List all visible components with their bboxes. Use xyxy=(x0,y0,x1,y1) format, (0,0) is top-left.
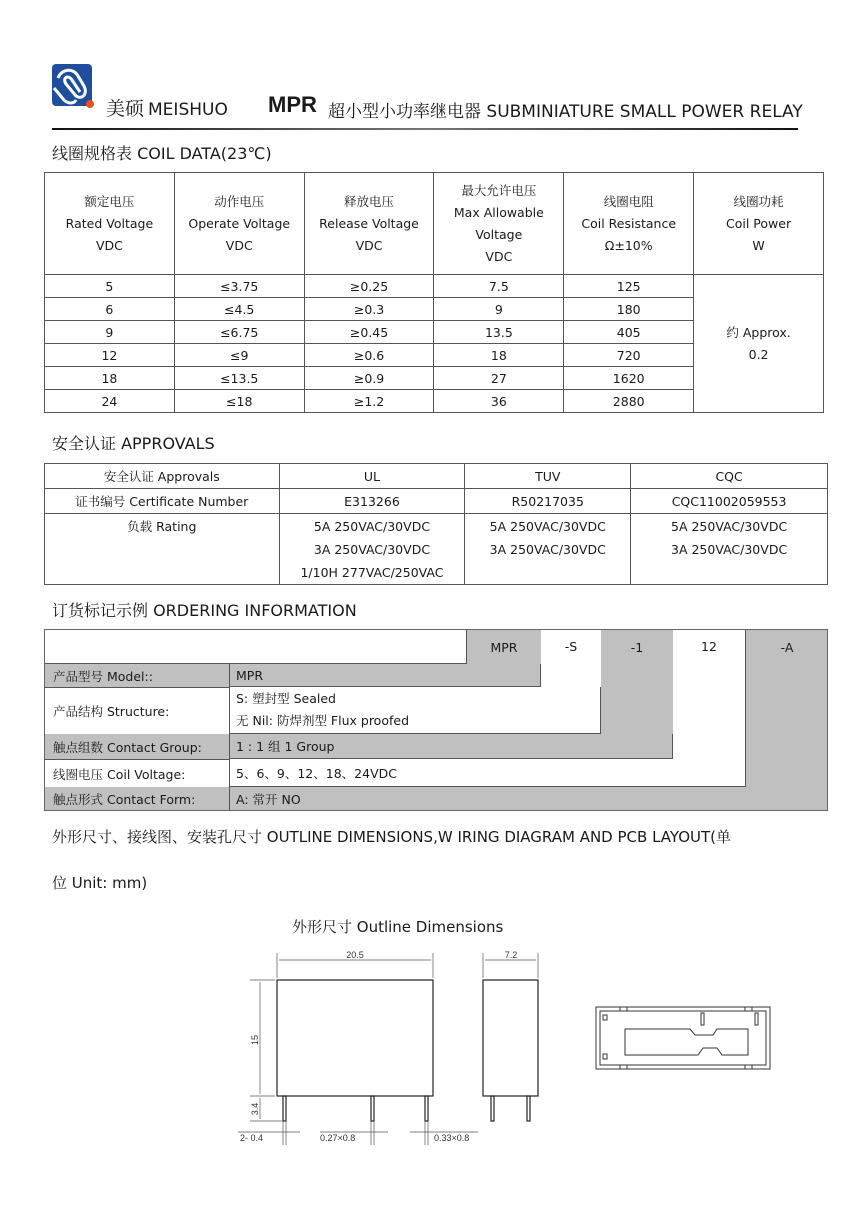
blank-cell xyxy=(45,630,467,664)
cell: ≥0.9 xyxy=(304,367,434,390)
table-row xyxy=(45,514,828,585)
cell: 6 xyxy=(45,298,175,321)
cell: CQC xyxy=(631,464,828,489)
cell: 9 xyxy=(434,298,564,321)
cell: 13.5 xyxy=(434,321,564,344)
label-structure: 产品结构 Structure: xyxy=(45,687,230,734)
cell: ≥0.6 xyxy=(304,344,434,367)
cell: ≥0.45 xyxy=(304,321,434,344)
cell: 125 xyxy=(564,275,694,298)
tuv-rating: 5A 250VAC/30VDC 3A 250VAC/30VDC xyxy=(465,514,631,585)
value-structure: S: 塑封型 Sealed 无 Nil: 防焊剂型 Flux proofed xyxy=(230,687,601,734)
cell: E313266 xyxy=(279,489,465,514)
cell: CQC11002059553 xyxy=(631,489,828,514)
brand-en: MEISHUO xyxy=(148,100,228,120)
svg-text:0.27×0.8: 0.27×0.8 xyxy=(320,1133,356,1143)
label-coil-voltage: 线圈电压 Coil Voltage: xyxy=(45,759,230,787)
cell: 27 xyxy=(434,367,564,390)
cell: ≤13.5 xyxy=(174,367,304,390)
cell: 18 xyxy=(434,344,564,367)
cell: 9 xyxy=(45,321,175,344)
approvals-title: 安全认证 APPROVALS xyxy=(52,434,215,453)
cell: 安全认证 Approvals xyxy=(45,464,280,489)
header-coil-power: 线圈功耗 Coil Power W xyxy=(694,173,824,275)
svg-text:2- 0.4: 2- 0.4 xyxy=(240,1133,264,1143)
cell: 1620 xyxy=(564,367,694,390)
code-part-contact-form: -A xyxy=(780,639,794,655)
cell: UL xyxy=(279,464,465,489)
svg-text:20.5: 20.5 xyxy=(346,950,364,960)
top-view-drawing xyxy=(595,1005,775,1073)
product-subtitle: 超小型小功率继电器 SUBMINIATURE SMALL POWER RELAY xyxy=(328,102,803,122)
ul-rating: 5A 250VAC/30VDC 3A 250VAC/30VDC 1/10H 277VAC/250VAC xyxy=(279,514,465,585)
label-model: 产品型号 Model:: xyxy=(45,664,230,687)
svg-text:7.2: 7.2 xyxy=(504,950,518,960)
cell: ≥0.25 xyxy=(304,275,434,298)
code-part-structure: -S xyxy=(541,630,601,720)
header-divider xyxy=(52,128,798,130)
code-part-contact-group: -1 xyxy=(630,639,644,655)
cell: ≤4.5 xyxy=(174,298,304,321)
brand-name xyxy=(106,94,228,121)
cell: R50217035 xyxy=(465,489,631,514)
code-part-model: MPR xyxy=(490,639,518,655)
coil-data-title: 线圈规格表 COIL DATA(23℃) xyxy=(52,144,272,163)
value-contact-form: A: 常开 NO xyxy=(236,791,301,807)
cell: ≤6.75 xyxy=(174,321,304,344)
header-operate-voltage: 动作电压 Operate Voltage VDC xyxy=(174,173,304,275)
svg-text:0.33×0.8: 0.33×0.8 xyxy=(434,1133,470,1143)
header-rated-voltage: 额定电压 Rated Voltage VDC xyxy=(45,173,175,275)
outline-drawing xyxy=(230,945,560,1155)
cell: ≤18 xyxy=(174,390,304,413)
outline-section-title: 外形尺寸、接线图、安装孔尺寸 OUTLINE DIMENSIONS,W IRING DIAGRAM AND PCB LAYOUT(单 xyxy=(52,828,732,846)
code-part-coil-voltage: 12 xyxy=(673,630,746,787)
table-row xyxy=(45,489,828,514)
cell: 36 xyxy=(434,390,564,413)
cell: 7.5 xyxy=(434,275,564,298)
cell: 405 xyxy=(564,321,694,344)
drawing-title: 外形尺寸 Outline Dimensions xyxy=(292,918,504,936)
value-coil-voltage: 5、6、9、12、18、24VDC xyxy=(230,759,746,787)
rating-label: 负载 Rating xyxy=(45,514,280,585)
approvals-table xyxy=(44,463,828,585)
cell: 720 xyxy=(564,344,694,367)
cell: 12 xyxy=(45,344,175,367)
cell: ≤3.75 xyxy=(174,275,304,298)
cell: ≤9 xyxy=(174,344,304,367)
cell: 证书编号 Certificate Number xyxy=(45,489,280,514)
header-coil-resistance: 线圈电阻 Coil Resistance Ω±10% xyxy=(564,173,694,275)
model-title: MPR xyxy=(268,92,317,117)
svg-text:15: 15 xyxy=(250,1034,260,1046)
cqc-rating: 5A 250VAC/30VDC 3A 250VAC/30VDC xyxy=(631,514,828,585)
table-row xyxy=(45,464,828,489)
coil-data-table xyxy=(44,172,824,413)
header-max-voltage: 最大允许电压 Max Allowable Voltage VDC xyxy=(434,173,564,275)
cell: 18 xyxy=(45,367,175,390)
value-model: MPR xyxy=(230,664,541,687)
label-contact-group: 触点组数 Contact Group: xyxy=(45,734,230,759)
value-contact-group: 1 : 1 组 1 Group xyxy=(230,734,673,759)
cell: 180 xyxy=(564,298,694,321)
cell: ≥0.3 xyxy=(304,298,434,321)
cell: 24 xyxy=(45,390,175,413)
outline-section-unit: 位 Unit: mm) xyxy=(52,874,148,892)
cell: 2880 xyxy=(564,390,694,413)
cell: TUV xyxy=(465,464,631,489)
header-release-voltage: 释放电压 Release Voltage VDC xyxy=(304,173,434,275)
brand-cn: 美硕 xyxy=(106,98,145,120)
cell: 5 xyxy=(45,275,175,298)
ordering-title: 订货标记示例 ORDERING INFORMATION xyxy=(52,601,357,620)
meishuo-logo-icon xyxy=(52,64,94,108)
svg-text:3.4: 3.4 xyxy=(250,1102,260,1116)
ordering-diagram xyxy=(44,629,828,811)
label-contact-form: 触点形式 Contact Form: xyxy=(45,787,230,810)
cell: ≥1.2 xyxy=(304,390,434,413)
coil-power-value: 约 Approx. 0.2 xyxy=(694,275,824,413)
table-row xyxy=(45,275,824,298)
